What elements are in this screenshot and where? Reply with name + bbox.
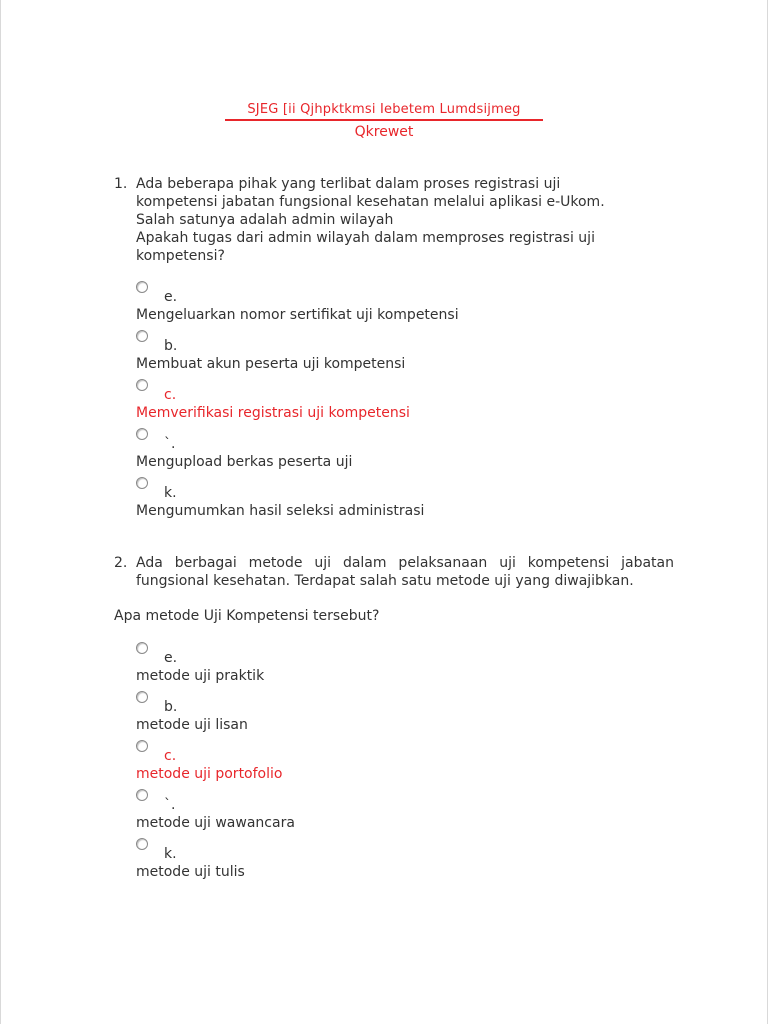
radio-button[interactable] — [136, 740, 148, 752]
radio-button[interactable] — [136, 789, 148, 801]
q2-option-4[interactable] — [136, 789, 676, 837]
radio-button[interactable] — [136, 379, 148, 391]
option-text: Memverifikasi registrasi uji kompetensi — [136, 405, 410, 421]
option-letter: c. — [164, 387, 177, 403]
option-text: metode uji wawancara — [136, 815, 295, 831]
document-title: SJEG [ii Qjhpktkmsi Iebetem Lumdsijmeg — [225, 101, 542, 121]
option-text: Mengumumkan hasil seleksi administrasi — [136, 503, 425, 519]
option-letter: b. — [164, 699, 178, 715]
option-letter: e. — [164, 289, 178, 305]
radio-button[interactable] — [136, 691, 148, 703]
radio-button[interactable] — [136, 281, 148, 293]
option-letter: `. — [164, 436, 176, 452]
question-number: 2. — [114, 555, 128, 571]
option-letter: b. — [164, 338, 178, 354]
radio-button[interactable] — [136, 477, 148, 489]
page-left-border — [0, 0, 1, 1024]
q1-option-1[interactable] — [136, 281, 676, 329]
q1-option-2[interactable] — [136, 330, 676, 378]
option-text: Mengupload berkas peserta uji — [136, 454, 353, 470]
q2-option-2[interactable] — [136, 691, 676, 739]
q2-option-5[interactable] — [136, 838, 676, 886]
radio-button[interactable] — [136, 428, 148, 440]
option-letter: k. — [164, 846, 177, 862]
q1-option-4[interactable] — [136, 428, 676, 476]
question-1 — [114, 175, 674, 265]
option-letter: `. — [164, 797, 176, 813]
question-text: Ada beberapa pihak yang terlibat dalam proses registrasi uji kompetensi jabatan fungsional kesehatan melalui aplikasi e-Ukom. Salah satunya adalah admin wilayah Apakah tugas dari admin wilayah dalam memproses registrasi uji kompetensi? — [136, 176, 605, 264]
option-text: Membuat akun peserta uji kompetensi — [136, 356, 406, 372]
option-text: metode uji tulis — [136, 864, 245, 880]
radio-button[interactable] — [136, 330, 148, 342]
question-2 — [114, 554, 674, 590]
question-number: 1. — [114, 176, 128, 192]
option-letter: e. — [164, 650, 178, 666]
q1-option-5[interactable] — [136, 477, 676, 525]
document-header — [0, 98, 768, 142]
option-text: metode uji lisan — [136, 717, 248, 733]
question-text: Ada berbagai metode uji dalam pelaksanaan uji kompetensi jabatan fungsional kesehatan. Terdapat salah satu metode uji yang diwajibkan. — [136, 555, 674, 589]
radio-button[interactable] — [136, 838, 148, 850]
option-letter: c. — [164, 748, 177, 764]
option-text: metode uji praktik — [136, 668, 265, 684]
document-subtitle: Qkrewet — [354, 124, 414, 140]
q2-option-1[interactable] — [136, 642, 676, 690]
question-prompt: Apa metode Uji Kompetensi tersebut? — [114, 608, 380, 624]
radio-button[interactable] — [136, 642, 148, 654]
q1-option-3-correct[interactable] — [136, 379, 676, 427]
option-text: metode uji portofolio — [136, 766, 283, 782]
option-text: Mengeluarkan nomor sertifikat uji kompetensi — [136, 307, 459, 323]
option-letter: k. — [164, 485, 177, 501]
q2-option-3-correct[interactable] — [136, 740, 676, 788]
